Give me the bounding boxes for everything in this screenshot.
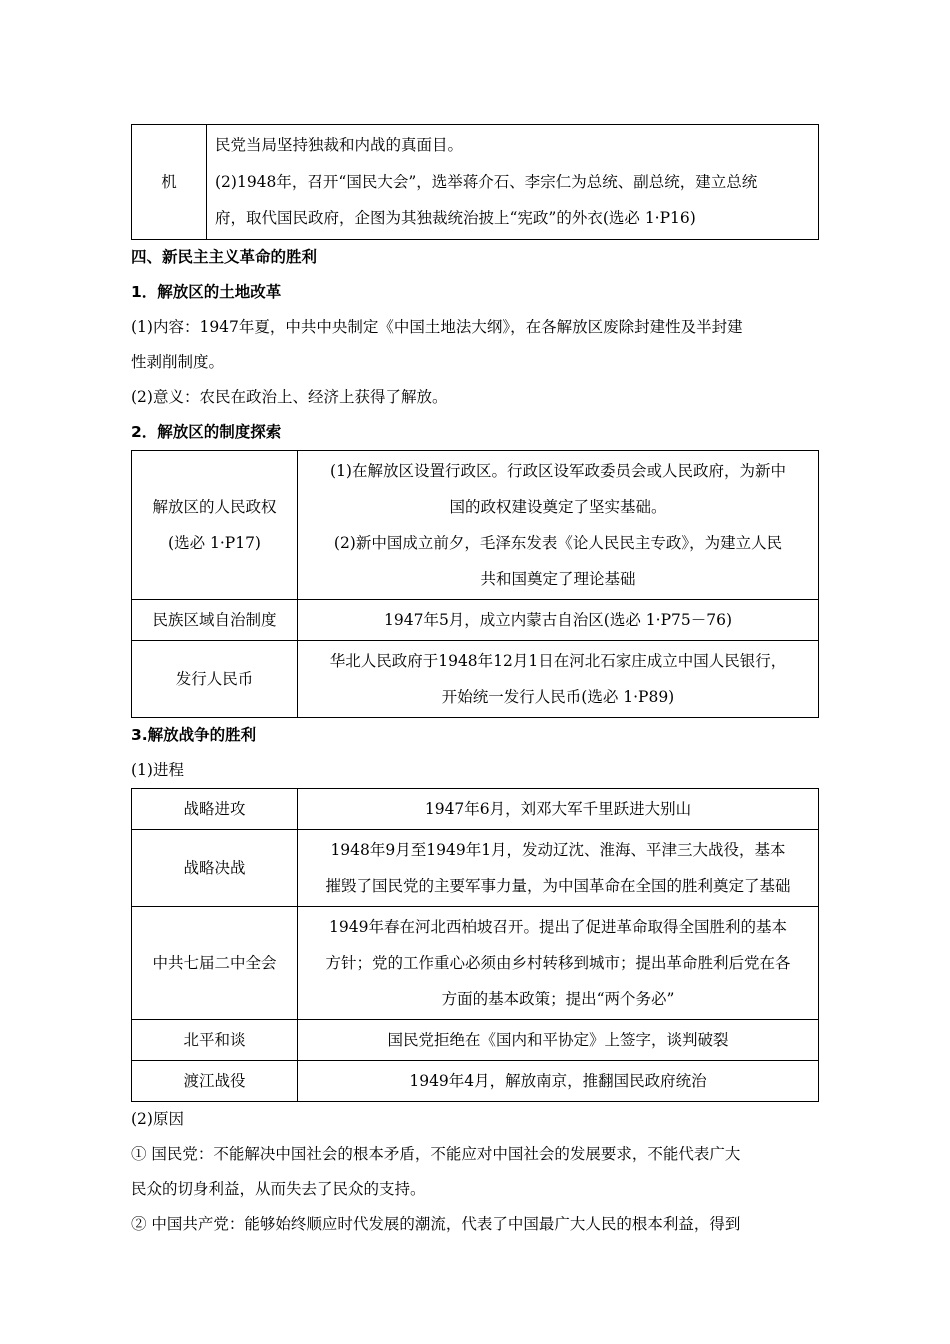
table-cell-left bbox=[132, 450, 298, 599]
table-cell-left: 渡江战役 bbox=[132, 1060, 298, 1101]
table-cell-right bbox=[298, 906, 819, 1019]
table-cell-right: 1947年6月，刘邓大军千里跃进大别山 bbox=[298, 788, 819, 829]
table-cell-left: 机 bbox=[132, 125, 207, 240]
paragraph-line: (1)内容：1947年夏，中共中央制定《中国土地法大纲》，在各解放区废除封建性及半封建 bbox=[131, 317, 743, 336]
text-line: (2)1948年，召开“国民大会”，选举蒋介石、李宗仁为总统、副总统，建立总统 bbox=[215, 172, 758, 191]
table-cell-left: 中共七届二中全会 bbox=[132, 906, 298, 1019]
table-institutions bbox=[131, 450, 819, 718]
table-row bbox=[132, 1060, 819, 1101]
table-cell-right bbox=[207, 125, 819, 240]
subsection-heading: 1．解放区的土地改革 bbox=[131, 282, 282, 301]
table-row bbox=[132, 788, 819, 829]
text-line: (1)在解放区设置行政区。行政区设军政委员会或人民政府，为新中 bbox=[330, 461, 786, 480]
text-line: 解放区的人民政权 bbox=[152, 497, 277, 516]
table-cell-left: 战略进攻 bbox=[132, 788, 298, 829]
subsection-heading: 2．解放区的制度探索 bbox=[131, 422, 282, 441]
paragraph-line: (2)意义：农民在政治上、经济上获得了解放。 bbox=[131, 387, 448, 406]
table-cell-right: 1947年5月，成立内蒙古自治区(选必 1·P75－76) bbox=[298, 599, 819, 640]
table-row bbox=[132, 450, 819, 599]
table-cell-left: 发行人民币 bbox=[132, 640, 298, 717]
table-row bbox=[132, 640, 819, 717]
table-continued bbox=[131, 124, 819, 240]
table-cell-right bbox=[298, 450, 819, 599]
text-line: 开始统一发行人民币(选必 1·P89) bbox=[441, 687, 675, 706]
paragraph-line: 民众的切身利益，从而失去了民众的支持。 bbox=[131, 1179, 426, 1198]
paragraph-line: ① 国民党：不能解决中国社会的根本矛盾，不能应对中国社会的发展要求，不能代表广大 bbox=[131, 1144, 741, 1163]
text-line: 府，取代国民政府，企图为其独裁统治披上“宪政”的外衣(选必 1·P16) bbox=[215, 209, 696, 227]
table-cell-right bbox=[298, 829, 819, 906]
document-page bbox=[131, 124, 819, 1242]
table-row bbox=[132, 906, 819, 1019]
table-row bbox=[132, 829, 819, 906]
table-cell-right: 国民党拒绝在《国内和平协定》上签字，谈判破裂 bbox=[298, 1019, 819, 1060]
table-cell-left: 北平和谈 bbox=[132, 1019, 298, 1060]
table-cell-left: 民族区域自治制度 bbox=[132, 599, 298, 640]
text-line: 方针；党的工作重心必须由乡村转移到城市；提出革命胜利后党在各 bbox=[325, 953, 791, 972]
table-cell-right: 1949年4月，解放南京，推翻国民政府统治 bbox=[298, 1060, 819, 1101]
subsection-heading: 3.解放战争的胜利 bbox=[131, 725, 257, 744]
paragraph-line: 性剥削制度。 bbox=[131, 352, 225, 371]
text-line: 共和国奠定了理论基础 bbox=[480, 569, 636, 588]
text-line: (选必 1·P17) bbox=[168, 533, 261, 552]
paragraph-line: (1)进程 bbox=[131, 760, 184, 779]
text-line: 1948年9月至1949年1月，发动辽沈、淮海、平津三大战役，基本 bbox=[330, 840, 786, 859]
table-cell-left: 战略决战 bbox=[132, 829, 298, 906]
paragraph-line: ② 中国共产党：能够始终顺应时代发展的潮流，代表了中国最广大人民的根本利益，得到 bbox=[131, 1214, 741, 1233]
table-row bbox=[132, 1019, 819, 1060]
text-line: 1949年春在河北西柏坡召开。提出了促进革命取得全国胜利的基本 bbox=[329, 917, 787, 936]
table-row bbox=[132, 599, 819, 640]
text-line: 摧毁了国民党的主要军事力量，为中国革命在全国的胜利奠定了基础 bbox=[325, 876, 791, 895]
paragraph-line: (2)原因 bbox=[131, 1109, 184, 1128]
text-line: 华北人民政府于1948年12月1日在河北石家庄成立中国人民银行， bbox=[329, 651, 787, 670]
text-line: 国的政权建设奠定了坚实基础。 bbox=[449, 497, 667, 516]
section-heading: 四、新民主主义革命的胜利 bbox=[131, 247, 318, 266]
text-line: 民党当局坚持独裁和内战的真面目。 bbox=[215, 136, 464, 154]
table-cell-right bbox=[298, 640, 819, 717]
text-line: (2)新中国成立前夕，毛泽东发表《论人民民主专政》，为建立人民 bbox=[333, 533, 783, 552]
table-row bbox=[132, 125, 819, 240]
text-line: 方面的基本政策；提出“两个务必” bbox=[441, 989, 675, 1008]
table-war-progress bbox=[131, 788, 819, 1102]
